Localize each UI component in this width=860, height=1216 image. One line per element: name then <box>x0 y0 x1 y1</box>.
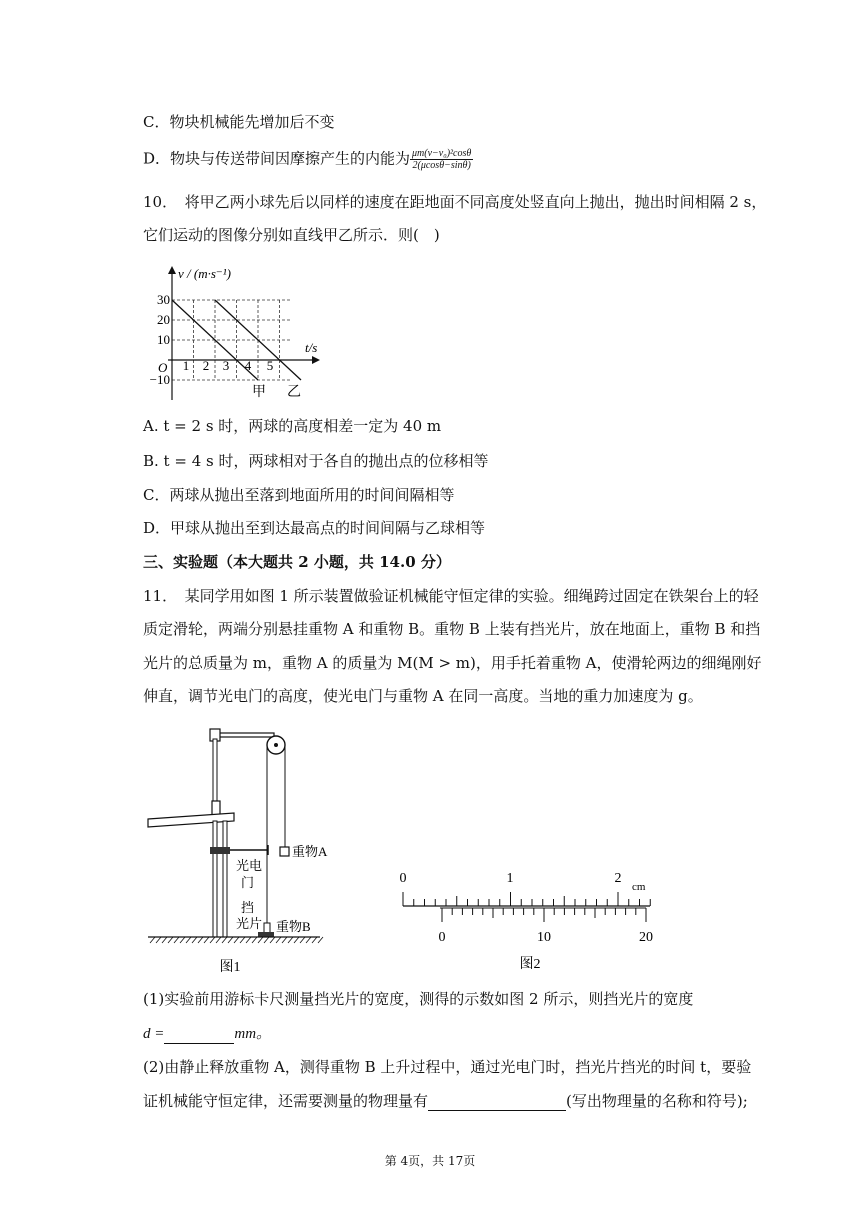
fraction-denominator: 2(μcosθ−sinθ) <box>412 160 471 171</box>
hatch-mark <box>294 937 299 943</box>
vernier-scale-ticks <box>442 908 646 922</box>
hatch-mark <box>234 937 239 943</box>
x-axis-arrow <box>312 356 320 364</box>
ground-hatch <box>150 937 323 943</box>
q11-sub1-line1: (1)实验前用游标卡尺测量挡光片的宽度，测得的示数如图 2 所示，则挡光片的宽度 <box>143 990 694 1008</box>
xtick-1: 1 <box>182 358 190 373</box>
q11-stem-line2: 质定滑轮，两端分别悬挂重物 A 和重物 B。重物 B 上装有挡光片，放在地面上，重物 B 和挡 <box>143 620 761 638</box>
figure1-apparatus <box>140 725 340 975</box>
hatch-mark <box>270 937 275 943</box>
main-scale-ticks <box>403 892 650 906</box>
hatch-mark <box>222 937 227 943</box>
section-title: 三、实验题（本大题共 2 小题，共 14.0 分） <box>143 553 451 571</box>
hatch-mark <box>150 937 155 943</box>
photogate-icon <box>210 847 230 854</box>
q10-stem-line1: 10． 将甲乙两小球先后以同样的速度在距地面不同高度处竖直向上抛出，抛出时间相隔 2 s， <box>143 193 767 211</box>
label-shutter-2: 光片 <box>236 916 263 931</box>
hatch-mark <box>210 937 215 943</box>
hatch-mark <box>264 937 269 943</box>
answer-blank-d[interactable] <box>164 1027 234 1044</box>
q9-option-d-text: D．物块与传送带间因摩擦产生的内能为 <box>143 149 411 168</box>
xtick-3: 3 <box>222 358 230 373</box>
graph-xlabel: t/s <box>305 340 318 355</box>
q10-option-b: B. t = 4 s 时，两球相对于各自的抛出点的位移相等 <box>143 452 489 470</box>
hatch-mark <box>192 937 197 943</box>
hatch-mark <box>300 937 305 943</box>
hatch-mark <box>204 937 209 943</box>
vernier-scale-10: 10 <box>537 930 551 945</box>
hatch-mark <box>228 937 233 943</box>
q9-option-d <box>143 148 473 171</box>
q10-option-d: D．甲球从抛出至到达最高点的时间间隔与乙球相等 <box>143 519 486 537</box>
hatch-mark <box>318 937 323 943</box>
label-weight-b: 重物B <box>276 919 311 934</box>
main-scale-2: 2 <box>614 871 622 886</box>
label-photogate-1: 光电 <box>236 858 263 873</box>
xtick-2: 2 <box>202 358 210 373</box>
q11-stem-line1: 11． 某同学用如图 1 所示装置做验证机械能守恒定律的实验。细绳跨过固定在铁架台上的轻 <box>143 587 759 605</box>
hatch-mark <box>276 937 281 943</box>
fraction-numerator: μm(v−v₀)²cosθ <box>412 148 472 159</box>
y-axis-arrow <box>168 266 176 274</box>
hatch-mark <box>180 937 185 943</box>
q11-sub2-prefix: 证机械能守恒定律，还需要测量的物理量有 <box>143 1092 429 1110</box>
hatch-mark <box>162 937 167 943</box>
hatch-mark <box>216 937 221 943</box>
ytick-10: 10 <box>157 332 170 347</box>
figure2-vernier <box>390 862 670 972</box>
graph-ylabel: v / (m·s⁻¹) <box>178 266 231 281</box>
figure1-caption: 图1 <box>219 960 241 975</box>
vt-graph <box>140 258 340 408</box>
q11-sub1-prefix: d = <box>143 1026 165 1042</box>
main-scale-1: 1 <box>506 871 514 886</box>
series-label-yi: 乙 <box>287 385 301 400</box>
label-weight-a: 重物A <box>292 844 328 859</box>
q9-option-d-fraction <box>410 148 473 171</box>
series-label-jia: 甲 <box>252 385 266 400</box>
hatch-mark <box>168 937 173 943</box>
main-scale-unit: cm <box>632 881 646 893</box>
weight-a-icon <box>280 847 289 856</box>
q9-option-c: C．物块机械能先增加后不变 <box>143 113 335 131</box>
label-shutter-1: 挡 <box>241 900 255 915</box>
hatch-mark <box>312 937 317 943</box>
graph-origin: O <box>158 360 168 375</box>
hatch-mark <box>198 937 203 943</box>
figure2-caption: 图2 <box>519 957 541 972</box>
hatch-mark <box>240 937 245 943</box>
hatch-mark <box>186 937 191 943</box>
shutter-icon <box>264 923 270 933</box>
q11-sub2-line1: (2)由静止释放重物 A，测得重物 B 上升过程中，通过光电门时，挡光片挡光的时间 t，要验 <box>143 1058 752 1076</box>
q10-option-c: C．两球从抛出至落到地面所用的时间间隔相等 <box>143 486 455 504</box>
q11-stem-line3: 光片的总质量为 m，重物 A 的质量为 M(M > m)，用手托着重物 A，使滑轮两边的细绳刚好 <box>143 654 762 672</box>
hatch-mark <box>246 937 251 943</box>
q11-sub2-suffix: (写出物理量的名称和符号); <box>566 1092 748 1110</box>
q10-stem-line2: 它们运动的图像分别如直线甲乙所示．则( ) <box>143 226 440 244</box>
q11-sub1-unit: mm。 <box>234 1026 272 1042</box>
ytick-20: 20 <box>157 312 170 327</box>
vernier-scale-20: 20 <box>639 930 653 945</box>
ytick-30: 30 <box>157 292 170 307</box>
main-scale-0: 0 <box>399 871 407 886</box>
xtick-4: 4 <box>244 358 252 373</box>
q11-sub1-line2 <box>143 1023 271 1044</box>
vernier-scale-0: 0 <box>438 930 446 945</box>
hatch-mark <box>288 937 293 943</box>
q10-option-a: A. t = 2 s 时，两球的高度相差一定为 40 m <box>143 417 442 435</box>
hatch-mark <box>282 937 287 943</box>
hatch-mark <box>306 937 311 943</box>
q11-sub2-line2 <box>143 1091 748 1111</box>
hatch-mark <box>174 937 179 943</box>
xtick-5: 5 <box>266 358 274 373</box>
page-footer: 第 4页，共 17页 <box>384 1154 476 1168</box>
answer-blank-quantities[interactable] <box>428 1094 566 1111</box>
hatch-mark <box>156 937 161 943</box>
hatch-mark <box>252 937 257 943</box>
weight-b-icon <box>258 932 274 937</box>
hatch-mark <box>258 937 263 943</box>
q11-stem-line4: 伸直，调节光电门的高度，使光电门与重物 A 在同一高度。当地的重力加速度为 g。 <box>143 687 703 705</box>
label-photogate-2: 门 <box>241 875 255 890</box>
ytick-neg10: −10 <box>149 372 170 387</box>
